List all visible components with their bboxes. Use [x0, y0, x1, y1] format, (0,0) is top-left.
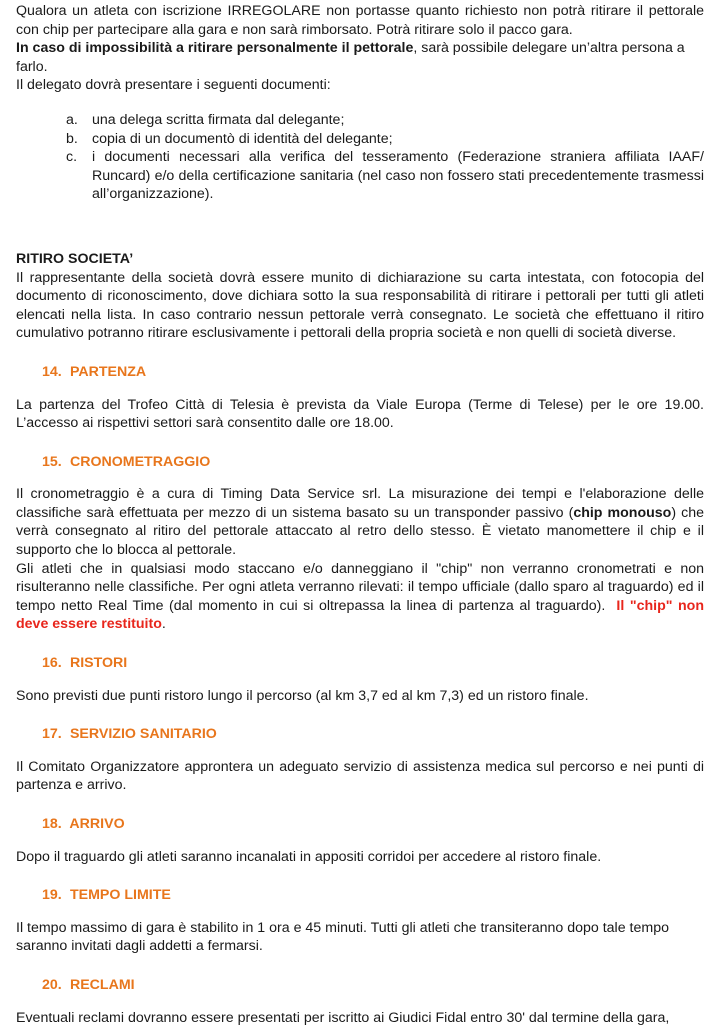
list-item [16, 148, 704, 204]
text-run: . [161, 616, 166, 633]
section-number: 18. [42, 816, 62, 832]
text-run: Gli atleti che in qualsiasi modo staccano e/o danneggiano il "chip" non verranno cronometrati e non risulteranno nelle classifiche. Per ogni atleta verranno rilevati: il tempo ufficiale (dallo sparo al traguardo) ed il tempo netto Real Time (dal momento in cui si oltrepassa la linea di partenza al traguardo). [16, 560, 704, 614]
list-item-text: copia di un documentò di identità del delegante; [92, 130, 393, 147]
section-15-p2 [16, 560, 704, 634]
ritiro-societa-title: RITIRO SOCIETA’ [16, 250, 134, 267]
section-15-p1 [16, 485, 704, 559]
list-marker: c. [66, 149, 78, 166]
section-20-text: Eventuali reclami dovranno essere presentati per iscritto ai Giudici Fidal entro 30' dal termine della gara, [16, 1009, 670, 1026]
section-number: 16. [42, 655, 62, 672]
section-18-text: Dopo il traguardo gli atleti saranno incanalati in appositi corridoi per accedere al ristoro finale. [16, 848, 602, 865]
section-19-text: Il tempo massimo di gara è stabilito in 1 ora e 45 minuti. Tutti gli atleti che transiteranno dopo tale tempo saranno invitati dagli addetti a fermarsi. [16, 919, 669, 955]
section-19-title [16, 886, 704, 905]
section-label: ARRIVO [69, 816, 125, 832]
list-marker: a. [66, 111, 78, 128]
section-20-title [16, 976, 704, 995]
section-16-text: Sono previsti due punti ristoro lungo il percorso (al km 3,7 ed al km 7,3) ed un ristoro finale. [16, 687, 589, 704]
section-label: RECLAMI [69, 976, 135, 993]
section-label: CRONOMETRAGGIO [69, 453, 211, 470]
list-item-text: una delega scritta firmata dal delegante; [92, 111, 345, 128]
section-label: RISTORI [69, 655, 128, 672]
text-run: Il cronometraggio è a cura di Timing Data Service srl. La misurazione dei tempi e l'elaborazione delle classifiche sarà effettuata per mezzo di un sistema basato su un transponder passivo ( [16, 486, 704, 521]
section-number: 14. [42, 363, 62, 380]
delegate-docs-list [16, 111, 704, 204]
section-number: 17. [42, 726, 62, 743]
intro-delega [16, 39, 704, 76]
text-run: ) che verrà consegnato al ritiro del pettorale attaccato al retro dello stesso. È vietato manomettere il chip e il supporto che lo blocca al pettorale. [16, 504, 704, 559]
section-label: SERVIZIO SANITARIO [69, 726, 217, 743]
intro-delega-rest: , sarà possibile delegare un’altra persona a farlo. [16, 40, 685, 75]
list-item [16, 130, 704, 149]
list-item [16, 111, 704, 130]
section-number: 19. [42, 887, 62, 904]
section-17-title [16, 725, 704, 744]
section-18-title [16, 815, 704, 834]
ritiro-societa-text: Il rappresentante della società dovrà essere munito di dichiarazione su carta intestata, con fotocopia del documento di riconoscimento, dove dichiara sotto la sua responsabilità di ritirare i pettorali per tutti gli atleti elencati nella lista. In caso contrario nessun pettorale verrà consegnato. Le società che effettuano il ritiro cumulativo potranno ritirare esclusivamente i pettorali della propria società e non quelli di società diverse. [16, 269, 704, 342]
section-number: 15. [42, 453, 62, 470]
section-14-text: La partenza del Trofeo Città di Telesia è prevista da Viale Europa (Terme di Telese) per le ore 19.00. L’accesso ai rispettivi settori sarà consentito dalle ore 18.00. [16, 396, 704, 432]
section-15-title [16, 453, 704, 472]
list-marker: b. [66, 130, 78, 147]
section-label: PARTENZA [69, 363, 147, 380]
intro-delegato-docs: Il delegato dovrà presentare i seguenti documenti: [16, 77, 331, 94]
section-label: TEMPO LIMITE [69, 887, 171, 904]
section-14-title [16, 363, 704, 382]
section-17-text: Il Comitato Organizzatore approntera un adeguato servizio di assistenza medica sul percorso e nei punti di partenza e arrivo. [16, 758, 704, 794]
list-item-text: i documenti necessari alla verifica del tesseramento (Federazione straniera affiliata IAAF/ Runcard) e/o della certificazione sanitaria (nel caso non fossero stati precedentemente trasmessi all’organizzazione). [92, 149, 704, 203]
intro-irregolare: Qualora un atleta con iscrizione IRREGOLARE non portasse quanto richiesto non potrà ritirare il pettorale con chip per partecipare alla gara e non sarà rimborsato. Potrà ritirare solo il pacco gara. [16, 3, 704, 38]
intro-delega-bold: In caso di impossibilità a ritirare personalmente il pettorale [16, 40, 414, 57]
chip-monouso-bold: chip monouso [573, 504, 672, 521]
section-number: 20. [42, 976, 62, 993]
section-16-title [16, 654, 704, 673]
chip-restituito-warning: Il "chip" non deve essere restituito [16, 597, 704, 633]
